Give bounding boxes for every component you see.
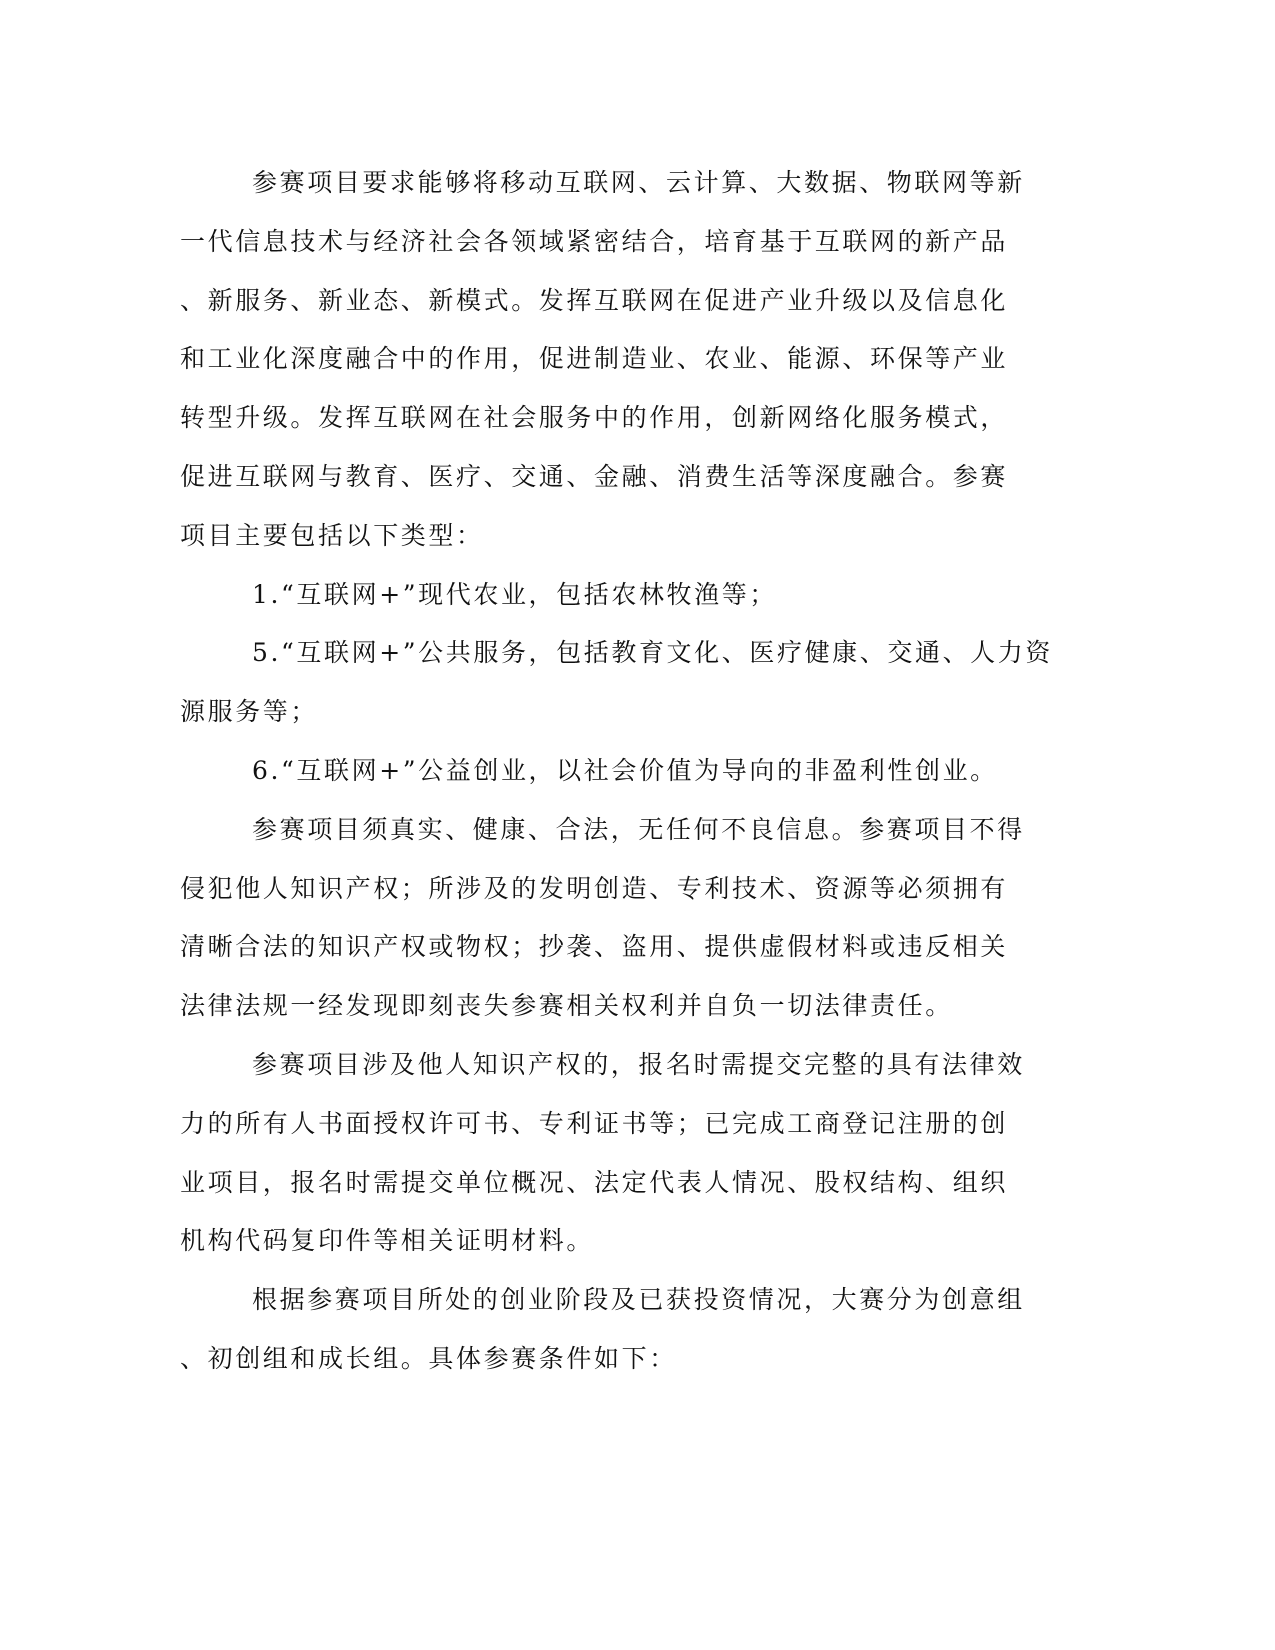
paragraph-line: 参赛项目须真实、健康、合法，无任何不良信息。参赛项目不得 [252, 814, 1025, 844]
paragraph-line: 项目主要包括以下类型： [180, 520, 484, 550]
paragraph-authenticity [180, 801, 1095, 1036]
paragraph-line: 、新服务、新业态、新模式。发挥互联网在促进产业升级以及信息化 [180, 285, 1009, 315]
paragraph-line: 法律法规一经发现即刻丧失参赛相关权利并自负一切法律责任。 [180, 991, 953, 1021]
paragraph-line: 机构代码复印件等相关证明材料。 [180, 1226, 595, 1256]
paragraph-line: 源服务等； [180, 697, 319, 727]
paragraph-line: 参赛项目涉及他人知识产权的，报名时需提交完整的具有法律效 [252, 1049, 1025, 1079]
paragraph-competition-groups [180, 1271, 1095, 1389]
list-item-modern-agriculture [180, 566, 1095, 625]
paragraph-line: 转型升级。发挥互联网在社会服务中的作用，创新网络化服务模式， [180, 403, 1009, 433]
paragraph-ip-materials [180, 1036, 1095, 1271]
paragraph-line: 促进互联网与教育、医疗、交通、金融、消费生活等深度融合。参赛 [180, 461, 1009, 491]
paragraph-line: 和工业化深度融合中的作用，促进制造业、农业、能源、环保等产业 [180, 344, 1009, 374]
paragraph-line: 一代信息技术与经济社会各领域紧密结合，培育基于互联网的新产品 [180, 226, 1009, 256]
paragraph-line: 、初创组和成长组。具体参赛条件如下： [180, 1343, 677, 1373]
paragraph-line: 参赛项目要求能够将移动互联网、云计算、大数据、物联网等新 [252, 168, 1025, 197]
paragraph-line: 5.“互联网+”公共服务，包括教育文化、医疗健康、交通、人力资 [252, 638, 1053, 668]
paragraph-line: 清晰合法的知识产权或物权；抄袭、盗用、提供虚假材料或违反相关 [180, 932, 1009, 962]
paragraph-line: 6.“互联网+”公益创业，以社会价值为导向的非盈利性创业。 [252, 755, 998, 785]
list-item-public-services [180, 624, 1095, 742]
paragraph-line: 力的所有人书面授权许可书、专利证书等；已完成工商登记注册的创 [180, 1108, 1009, 1138]
paragraph-line: 1.“互联网+”现代农业，包括农林牧渔等； [252, 579, 777, 609]
paragraph-line: 业项目，报名时需提交单位概况、法定代表人情况、股权结构、组织 [180, 1167, 1009, 1197]
list-item-public-welfare [180, 742, 1095, 801]
paragraph-project-requirements [180, 154, 1095, 566]
paragraph-line: 根据参赛项目所处的创业阶段及已获投资情况，大赛分为创意组 [252, 1285, 1025, 1315]
paragraph-line: 侵犯他人知识产权；所涉及的发明创造、专利技术、资源等必须拥有 [180, 873, 1009, 903]
